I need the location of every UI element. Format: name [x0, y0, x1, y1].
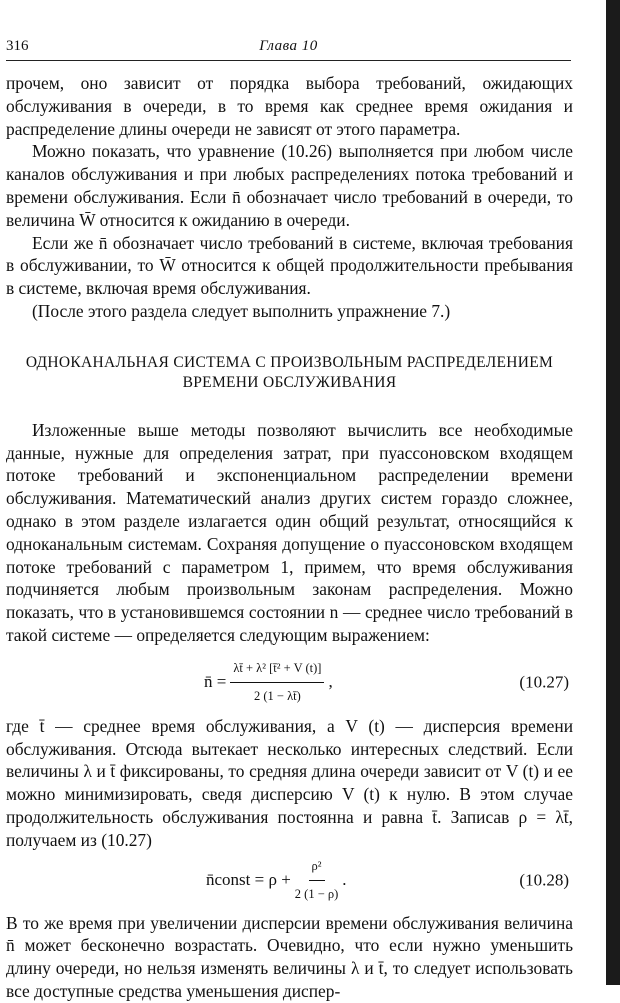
equation-number: (10.28): [519, 870, 569, 890]
paragraph-1: прочем, оно зависит от порядка выбора требований, ожидающих обслуживания в очереди, в то время как среднее время ожидания и распределение длины очереди не зависят от этого параметра.: [6, 73, 573, 139]
formula-fraction: [295, 855, 339, 906]
page-number: 316: [6, 38, 29, 54]
page-header: [6, 34, 571, 61]
formula-fraction: [230, 657, 324, 708]
formula-10-27: [6, 657, 573, 709]
paragraph-2: Можно показать, что уравнение (10.26) выполняется при любом числе каналов обслуживания и при любых распределениях потока требований и времени обслуживания. Если n̄ обозначает число требований в очереди, то величина W̄ относится к ожиданию в очереди.: [6, 141, 573, 230]
formula-lhs: n̄ =: [204, 672, 227, 692]
formula-10-28: [6, 858, 573, 904]
formula-numerator: λt̄ + λ² [t̄² + V (t)]: [230, 657, 324, 683]
formula-denominator: 2 (1 − ρ): [294, 887, 339, 902]
paragraph-6: где t̄ — среднее время обслуживания, а V (t) — дисперсия времени обслуживания. Отсюда вытекает несколько интересных следствий. Если величины λ и t̄ фиксированы, то средняя длина очереди зависит от V (t) и ее можно минимизировать, сведя дисперсию V (t) к нулю. В этом случае продолжительность обслуживания постоянна и равна t̄. Записав ρ = λt̄, получаем из (10.27): [6, 715, 573, 850]
paragraph-7: В то же время при увеличении дисперсии времени обслуживания величина n̄ может бесконечно возрастать. Очевидно, что если нужно уменьшить длину очереди, но нельзя изменять величины λ и t̄, то следует использовать все доступные средства уменьшения диспер-: [6, 912, 573, 1001]
formula-numerator: ρ²: [309, 855, 325, 881]
page-edge-shadow: [606, 0, 620, 985]
paragraph-5: Изложенные выше методы позволяют вычислить все необходимые данные, нужные для определения затрат, при пуассоновском входящем потоке требований и экспоненциальном распределении времени обслуживания. Математический анализ других систем гораздо сложнее, однако в этом разделе излагается один общий результат, относящийся к одноканальным системам. Сохраняя допущение о пуассоновском входящем потоке требований с параметром 1, примем, что время обслуживания подчиняется любым произвольным законам распределения. Можно показать, что в установившемся состоянии n — среднее число требований в такой системе — определяется следующим выражением:: [6, 419, 573, 645]
body-text: [6, 72, 573, 1003]
running-head: Глава 10: [259, 38, 318, 54]
equation-number: (10.27): [519, 672, 569, 692]
formula-lhs: n̄const = ρ +: [206, 870, 291, 890]
paragraph-3: Если же n̄ обозначает число требований в системе, включая требования в обслуживании, то W̄ относится к общей продолжительности пребывания в системе, включая время обслуживания.: [6, 232, 573, 299]
formula-denominator: 2 (1 − λt̄): [254, 689, 301, 704]
paragraph-4: (После этого раздела следует выполнить упражнение 7.): [32, 300, 451, 321]
section-heading: ОДНОКАНАЛЬНАЯ СИСТЕМА С ПРОИЗВОЛЬНЫМ РАСПРЕДЕЛЕНИЕМ ВРЕМЕНИ ОБСЛУЖИВАНИЯ: [25, 353, 554, 391]
formula-trail: ,: [328, 672, 333, 692]
formula-trail: .: [342, 870, 347, 890]
